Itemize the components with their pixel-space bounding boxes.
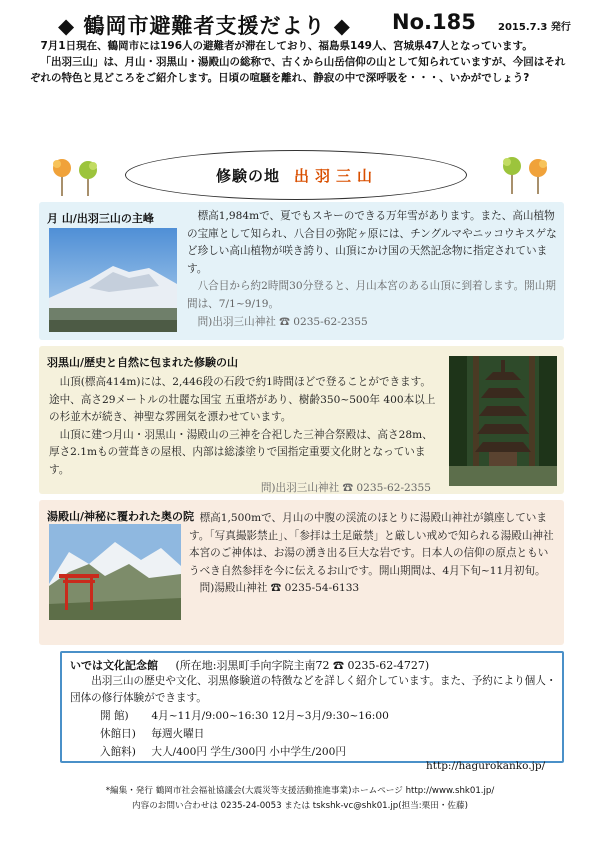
footer-publisher: *編集・発行 鶴岡市社会福祉協議会(大震災等支援活動推進事業)ホームページ http://www.shk01.jp/ — [105, 786, 495, 796]
museum-header — [70, 657, 429, 673]
gassan-text-2: 八合目から約2時間30分登ると、月山本宮のある山頂に到着します。開山期間は、7/1~9/19。 — [187, 280, 556, 310]
yudono-section — [39, 500, 564, 645]
yudono-heading: 湯殿山/神秘に覆われた奥の院 — [47, 510, 195, 523]
gassan-contact: 問)出羽三山神社 ☎ 0235-62-2355 — [197, 315, 368, 328]
intro-para-1: 7月1日現在、鶴岡市には196人の避難者が滞在しており、福島県149人、宮城県47人となっています。 — [40, 40, 533, 52]
haguro-text-1: 山頂(標高414m)には、2,446段の石段で約1時間ほどで登ることができます。途中、高さ29メートルの壮麗な国宝 五重塔があり、樹齢350~500年 400本以上の杉並木が続き、神聖な雰囲気を漂わせています。 — [49, 376, 436, 424]
issue-number: No.185 — [392, 10, 476, 34]
torii-photo — [49, 524, 181, 620]
footer-contact: 内容のお問い合わせは 0235-24-0053 または tskshk-vc@shk01.jp(担当:栗田・佐藤) — [132, 801, 468, 811]
gassan-body — [187, 208, 557, 331]
haguro-body — [49, 374, 441, 497]
gassan-text-1: 標高1,984mで、夏でもスキーのできる万年雪があります。また、高山植物の宝庫として知られ、八合目の弥陀ヶ原には、チングルマやニッコウキスゲなど珍しい高山植物が咲き誇り、山頂にかけ国の天然記念物に指定されています。 — [187, 210, 557, 275]
museum-desc: 出羽三山の歴史や文化、羽黒修験道の特徴などを詳しく紹介しています。また、予約により個人・団体の修行体験ができます。 — [70, 675, 557, 704]
haguro-heading: 羽黒山/歴史と自然に包まれた修験の山 — [47, 356, 239, 369]
admission-fee-label: 入館料) — [100, 746, 136, 758]
tree-icon — [48, 156, 108, 198]
closed-day-row — [100, 725, 389, 743]
gassan-photo — [49, 228, 177, 332]
feature-name: 出羽三山 — [294, 167, 379, 185]
museum-description — [70, 673, 558, 707]
feature-title-ellipse — [125, 150, 467, 200]
opening-hours-value: 4月~11月/9:00~16:30 12月~3月/9:30~16:00 — [151, 710, 389, 722]
yudono-body — [189, 510, 557, 598]
pagoda-photo — [449, 356, 557, 486]
haguro-website-link[interactable]: http://hagurokanko.jp/ — [426, 760, 546, 772]
opening-hours-row — [100, 707, 389, 725]
haguro-text-2: 山頂に建つ月山・羽黒山・湯殿山の三神を合祀した三神合祭殿は、高さ28m、厚さ2.1mもの萱葺きの屋根、内部は総漆塗りで国指定重要文化財となっています。 — [49, 428, 433, 476]
gassan-section — [39, 202, 564, 340]
closed-day-value: 毎週火曜日 — [151, 728, 205, 740]
intro-text — [30, 38, 575, 86]
feature-prefix: 修験の地 — [216, 167, 281, 185]
haguro-section — [39, 346, 564, 494]
newsletter-title: ◆ 鶴岡市避難者支援だより ◆ — [58, 14, 351, 38]
feature-title — [216, 165, 378, 186]
intro-para-2: 「出羽三山」は、月山・羽黒山・湯殿山の総称で、古くから山岳信仰の山として知られていますが、今回はそれぞれの特色と見どころをご紹介します。日頃の喧騒を離れ、静寂の中で深呼吸を・・・、いかがでしょう? — [30, 56, 566, 84]
museum-address: (所在地:羽黒町手向字院主南72 ☎ 0235-62-4727) — [175, 659, 430, 672]
admission-fee-value: 大人/400円 学生/300円 小中学生/200円 — [151, 746, 347, 758]
museum-hours — [100, 707, 389, 761]
yudono-text-1: 標高1,500mで、月山の中腹の渓流のほとりに湯殿山神社が鎮座しています。「写真撮影禁止」、「参拝は土足厳禁」と厳しい戒めで知られる湯殿山神社本宮のご神体は、お湯の湧き出る巨大な岩です。日本人の信仰の原点ともいうべき自然参拝を今に伝えるお山です。開山期間は、4月下旬~11月初旬。 — [189, 512, 554, 577]
footer — [0, 784, 600, 814]
museum-name: いでは文化記念館 — [70, 659, 158, 672]
haguro-contact: 問)出羽三山神社 ☎ 0235-62-2355 — [260, 481, 431, 494]
issue-date: 2015.7.3 発行 — [498, 22, 571, 33]
tree-icon — [498, 154, 558, 196]
masthead — [0, 6, 600, 42]
yudono-contact: 問)湯殿山神社 ☎ 0235-54-6133 — [199, 582, 360, 595]
closed-day-label: 休館日) — [100, 728, 136, 740]
museum-info-box — [60, 651, 564, 763]
admission-fee-row — [100, 743, 389, 761]
opening-hours-label: 開 館) — [100, 710, 129, 722]
gassan-heading: 月 山/出羽三山の主峰 — [47, 212, 154, 225]
